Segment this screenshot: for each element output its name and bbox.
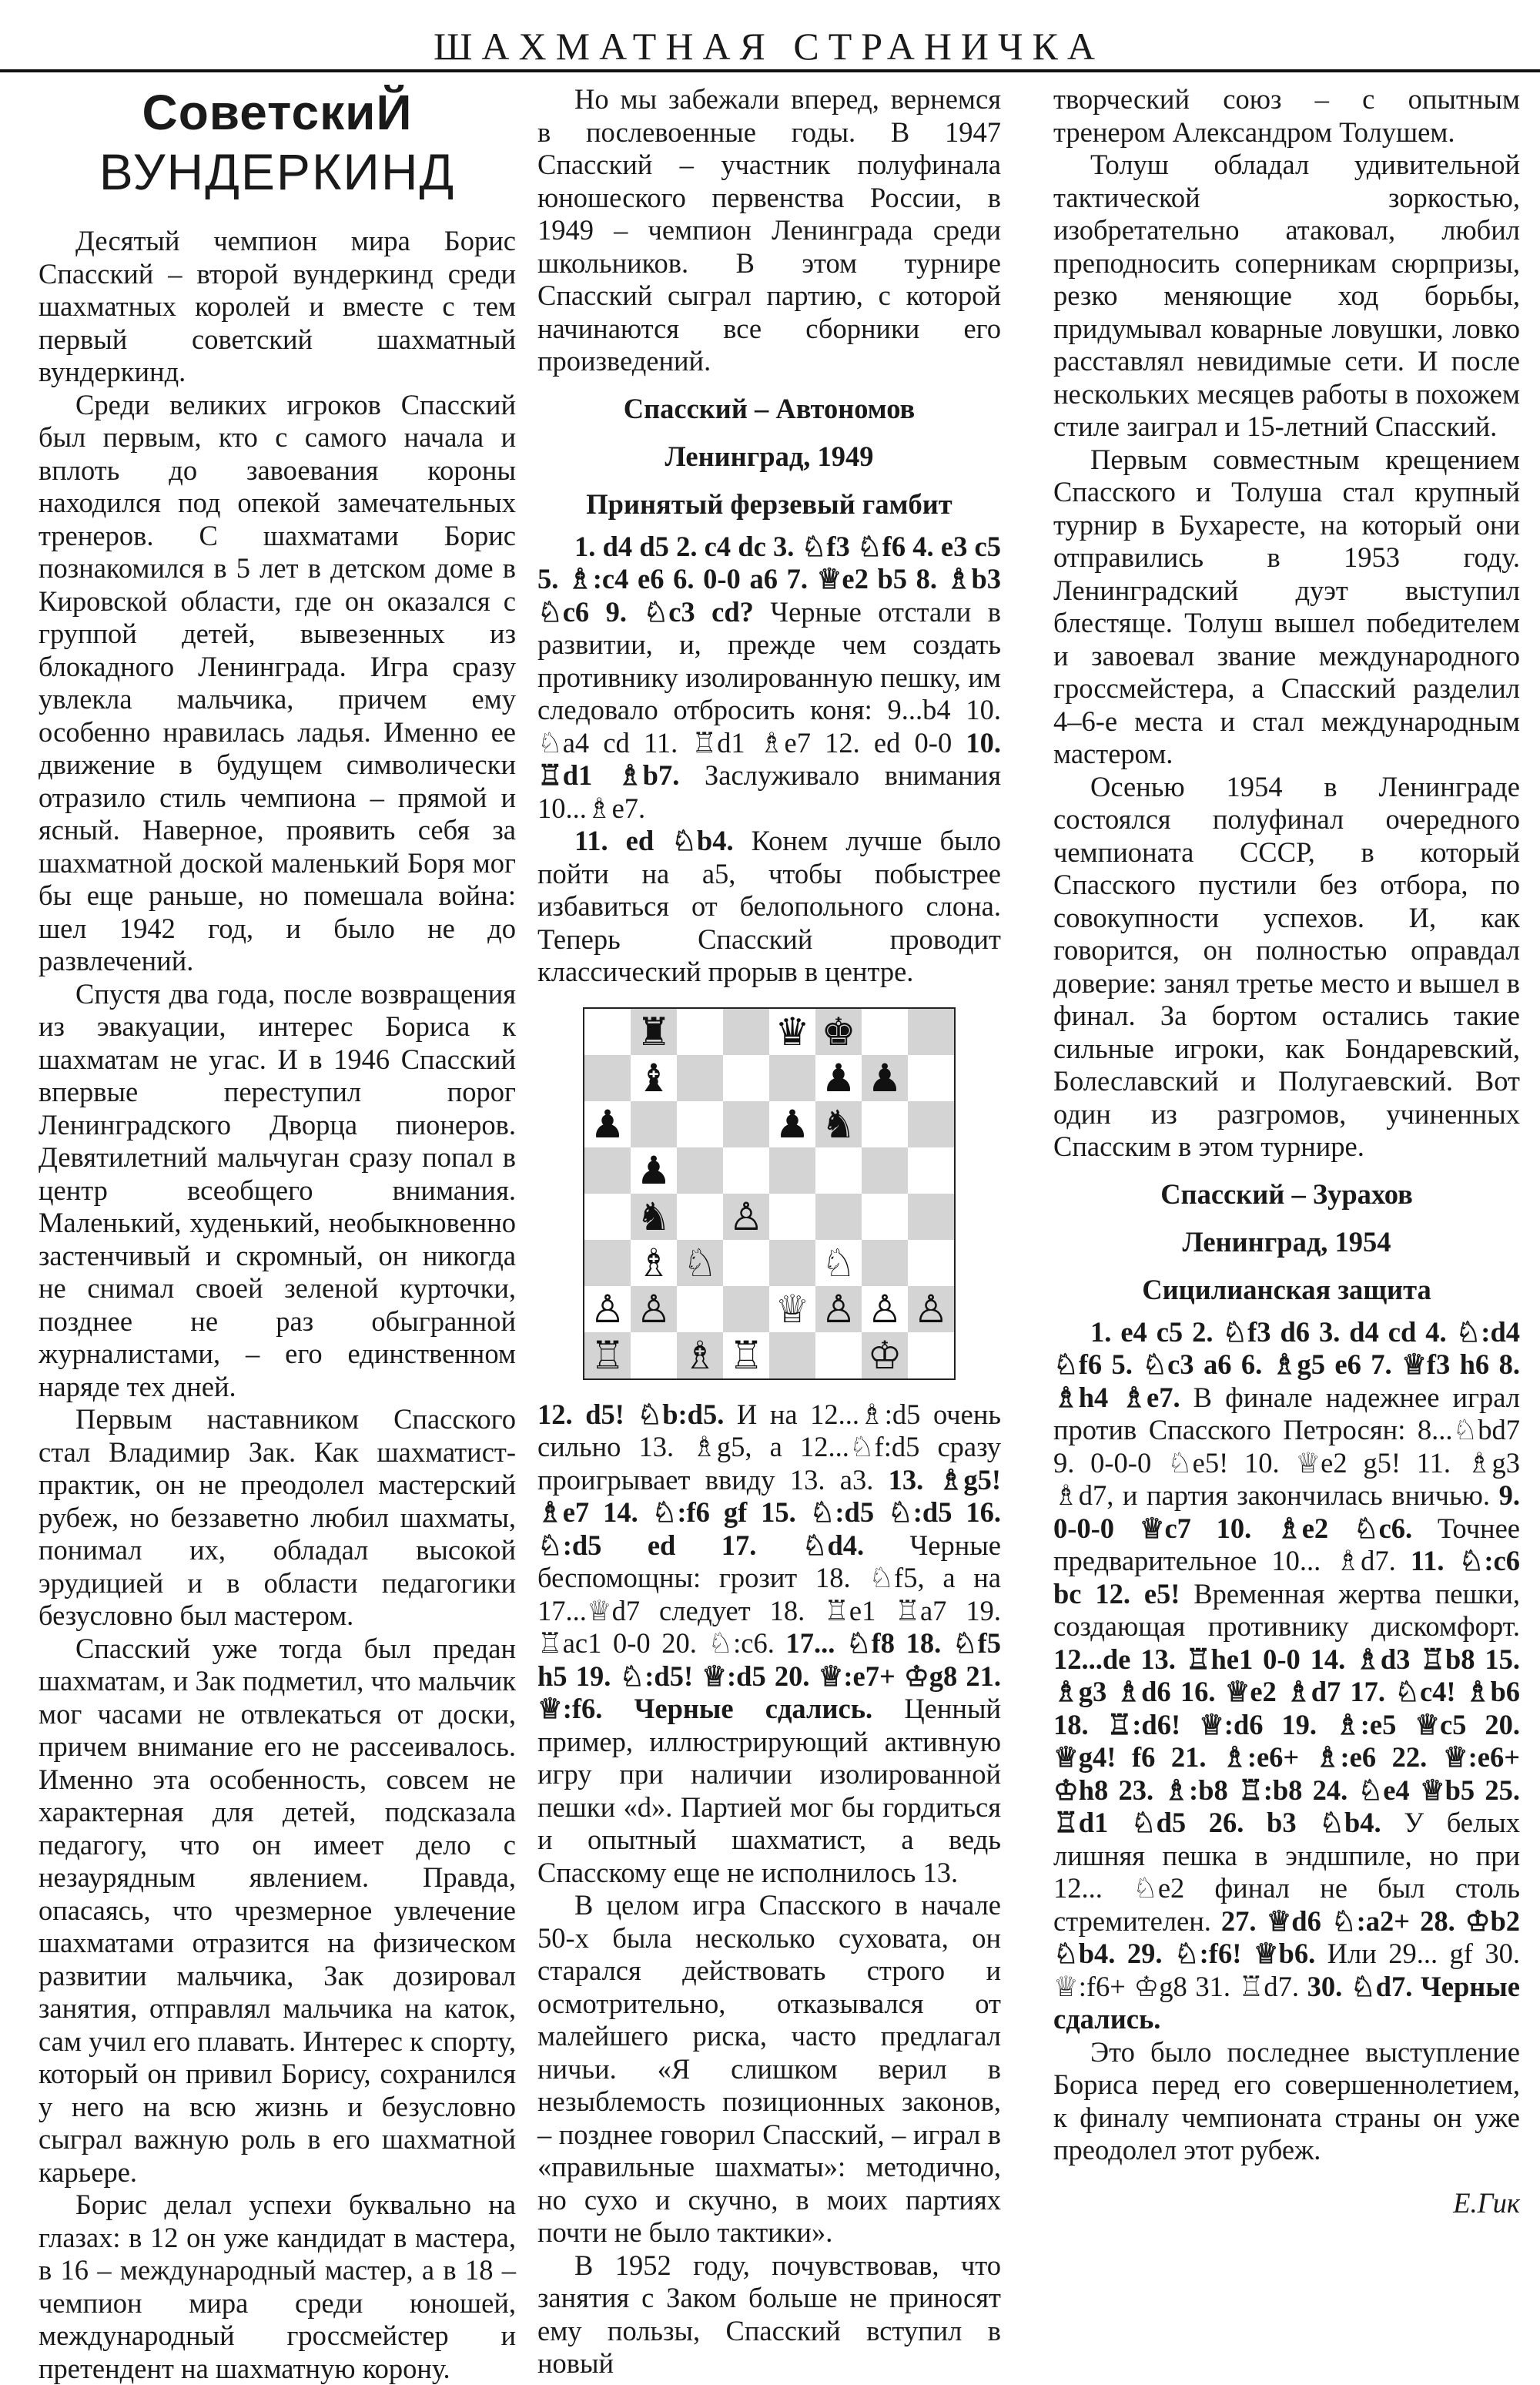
chess-diagram [583, 1007, 956, 1380]
moves: 12...de 13. ♖he1 0-0 14. ♗d3 ♖b8 15. ♗g3 ♗d6 16. ♕e2 ♗d7 17. ♘c4! ♗b6 18. ♖:d6! ♕:d6 19. ♗:e5 ♕c5 20. ♕g4! f6 21. ♗:e6+ ♗:e6 22. ♕:e6+ ♔h8 23. ♗:b8 ♖:b8 24. ♘e4 ♕b5 25. ♖d1 ♘d5 26. b3 ♘b4. [1053, 1643, 1520, 1838]
header-rule [0, 69, 1540, 72]
board-square [769, 1055, 815, 1101]
board-square [862, 1101, 908, 1147]
moves: 30. ♘d7. Черные сдались. [1053, 1970, 1520, 2035]
board-square [815, 1332, 862, 1378]
board-square [862, 1194, 908, 1240]
game2-players: Спасский – Зурахов [1160, 1177, 1413, 1210]
comment: Черные отстали в развитии, и, прежде чем создать противнику изолированную пешку, им следовало отбросить коня: 9...b4 10. ♘a4 cd 11. ♖d1 ♗e7 12. ed 0-0 [537, 595, 1001, 759]
black-king-icon: ♚ [821, 1009, 856, 1054]
board-square [769, 1240, 815, 1286]
comment: У белых лишняя пешка в эндшпиле, но при 12... ♘e2 финал не был столь стремителен. [1053, 1807, 1520, 1937]
white-rook-icon: ♖ [590, 1332, 625, 1378]
board-square [723, 1147, 769, 1194]
board-square [862, 1240, 908, 1286]
comment: Ценный пример, иллюстрирующий активную игру при наличии изолированной пешки «d». Партией мог бы гордиться и опытный шахматист, а ведь Спасскому еще не исполнилось 13. [537, 1693, 1001, 1888]
moves: 9. 0-0-0 ♕c7 10. ♗e2 ♘c6. [1053, 1479, 1520, 1544]
comment: Заслуживало внимания 10...♗e7. [537, 759, 1001, 824]
article-title-line-1: СоветскиЙ [142, 85, 413, 140]
game2-notation [1053, 1316, 1520, 2036]
board-square [769, 1147, 815, 1194]
paragraph: Спустя два года, после возвращения из эвакуации, интерес Бориса к шахматам не угас. И в 1946 Спасский впервые переступил порог Ленинградского Дворца пионеров. Девятилетний мальчуган сразу попал в центр всеобщего внимания. Маленький, худенький, необыкновенно застенчивый и скромный, он никогда не снимал своей зеленой курточки, позднее не раз обыгранной журналистами, – его единственном наряде тех дней. [38, 977, 516, 1402]
white-king-icon: ♔ [867, 1332, 902, 1378]
game2-place: Ленинград, 1954 [1182, 1225, 1391, 1258]
white-pawn-icon: ♙ [590, 1286, 625, 1332]
paragraph: Борис делал успехи буквально на глазах: в 12 он уже кандидат в мастера, в 16 – международный мастер, а в 18 – чемпион мира среди юношей, международный гроссмейстер и претендент на шахматную корону. [38, 2189, 516, 2384]
moves: 1. e4 c5 2. ♘f3 d6 3. d4 cd 4. ♘:d4 ♘f6 5. ♘c3 a6 6. ♗g5 e6 7. ♕f3 h6 8. ♗h4 ♗e7. [1053, 1315, 1520, 1413]
game1-place: Ленинград, 1949 [665, 440, 874, 472]
game2-opening: Сицилианская защита [1142, 1273, 1431, 1305]
board-square [908, 1009, 954, 1055]
board-square [862, 1147, 908, 1194]
black-queen-icon: ♛ [775, 1009, 810, 1054]
board-square [677, 1101, 723, 1147]
white-knight-icon: ♘ [821, 1240, 856, 1285]
game1-notation [537, 825, 1001, 989]
white-pawn-icon: ♙ [821, 1286, 856, 1332]
white-knight-icon: ♘ [682, 1240, 718, 1285]
board-square [908, 1194, 954, 1240]
chess-board [584, 1009, 954, 1378]
board-square [769, 1332, 815, 1378]
paragraph: В 1952 году, почувствовав, что занятия с Заком больше не приносят ему пользы, Спасский вступил в новый [537, 2249, 1001, 2379]
comment: Конем лучше было пойти на а5, чтобы побыстрее избавиться от белопольного слона. Теперь Спасский проводит классический прорыв в центре. [537, 825, 1002, 987]
paragraph: Спасский уже тогда был предан шахматам, и Зак подметил, что мальчик мог часами не отвлекаться от доски, причем внимание его не рассеивалось. Именно эта особенность, совсем не характерная для детей, подсказала педагогу, что он имеет дело с незаурядным явлением. Правда, опасаясь, что чрезмерное увлечение шахматами отразится на физическом развитии мальчика, Зак дозировал занятия, отправлял мальчика на каток, сам учил его плавать. Интерес к спорту, который он привил Борису, сохранился у него на всю жизнь и безусловно сыграл важную роль в его шахматной карьере. [38, 1632, 516, 2188]
board-square [908, 1147, 954, 1194]
board-square [723, 1240, 769, 1286]
board-square [584, 1194, 631, 1240]
moves: 17... ♘f8 18. ♘f5 h5 19. ♘:d5! ♕:d5 20. ♕:e7+ ♔g8 21. ♕:f6. Черные сдались. [537, 1627, 1001, 1724]
author-signature: Е.Гик [1453, 2186, 1520, 2219]
board-square [677, 1194, 723, 1240]
moves: 13. ♗g5! ♗e7 14. ♘:f6 gf 15. ♘:d5 ♘:d5 16. ♘:d5 ed 17. ♘d4. [537, 1463, 1001, 1561]
column-3 [1053, 83, 1520, 2219]
black-knight-icon: ♞ [821, 1101, 856, 1147]
moves: 12. d5! ♘b:d5. [537, 1398, 725, 1430]
paragraph: Это было последнее выступление Бориса перед его совершеннолетием, к финалу чемпионата страны он уже преодолел этот рубеж. [1053, 2035, 1520, 2166]
board-square [584, 1055, 631, 1101]
section-title: ШАХМАТНАЯ СТРАНИЧКА [433, 25, 1104, 68]
moves: 10. ♖d1 ♗b7. [537, 726, 1001, 791]
board-square [769, 1194, 815, 1240]
board-square [908, 1055, 954, 1101]
board-square [815, 1147, 862, 1194]
board-square [677, 1147, 723, 1194]
black-pawn-icon: ♟ [636, 1147, 671, 1193]
paragraph: Первым наставником Спасского стал Владимир Зак. Как шахматист-практик, он не преодолел мастерский рубеж, но беззаветно любил шахматы, понимал их, обладал высокой эрудицией и в области педагогики безусловно был мастером. [38, 1403, 516, 1631]
paragraph: Толуш обладал удивительной тактической зоркостью, изобретательно атаковал, любил преподносить соперникам сюрпризы, резко меняющие ход борьбы, придумывал коварные ловушки, ловко расставлял невидимые сети. И после нескольких месяцев работы в похожем стиле заиграл и 15-летний Спасский. [1053, 149, 1520, 442]
board-square [862, 1009, 908, 1055]
comment: Точнее предварительное 10... ♗d7. [1053, 1512, 1520, 1576]
board-square [815, 1194, 862, 1240]
article-title [38, 83, 516, 202]
black-pawn-icon: ♟ [821, 1055, 856, 1100]
white-pawn-icon: ♙ [867, 1286, 902, 1332]
white-pawn-icon: ♙ [636, 1286, 671, 1332]
board-square [631, 1332, 677, 1378]
board-square [677, 1009, 723, 1055]
game1-players: Спасский – Автономов [623, 392, 916, 424]
comment: Или 29... gf 30. ♕:f6+ ♔g8 31. ♖d7. [1053, 1938, 1521, 2002]
board-square [584, 1147, 631, 1194]
black-pawn-icon: ♟ [590, 1101, 625, 1147]
board-square [723, 1286, 769, 1332]
moves: 1. d4 d5 2. c4 dc 3. ♘f3 ♘f6 4. e3 c5 5. ♗:c4 e6 6. 0-0 a6 7. ♕e2 b5 8. ♗b3 ♘c6 9. ♘c3 cd? [537, 530, 1001, 628]
comment: В финале надежнее играл против Спасского Петросян: 8...♘bd7 9. 0-0-0 ♘e5! 10. ♕e2 g5! 11. ♗g3 ♗d7, и партия закончилась вничью. [1053, 1381, 1520, 1511]
white-pawn-icon: ♙ [728, 1194, 764, 1239]
black-pawn-icon: ♟ [775, 1101, 810, 1147]
board-square [723, 1009, 769, 1055]
comment: Временная жертва пешки, создающая противнику дискомфорт. [1053, 1577, 1520, 1642]
game1-notation [537, 531, 1001, 826]
black-bishop-icon: ♝ [636, 1055, 671, 1100]
board-square [677, 1055, 723, 1101]
paragraph: Десятый чемпион мира Борис Спасский – второй вундеркинд среди шахматных королей и вместе с тем первый советский шахматный вундеркинд. [38, 225, 516, 387]
black-rook-icon: ♜ [636, 1009, 671, 1054]
column-1 [38, 83, 516, 2385]
white-pawn-icon: ♙ [913, 1286, 949, 1332]
board-square [908, 1332, 954, 1378]
comment: И на 12...♗:d5 очень сильно 13. ♗g5, а 12...♘f:d5 сразу проигрывает ввиду 13. а3. [537, 1398, 1001, 1496]
board-square [908, 1240, 954, 1286]
board-square [631, 1101, 677, 1147]
board-square [584, 1240, 631, 1286]
board-square [723, 1101, 769, 1147]
black-knight-icon: ♞ [636, 1194, 671, 1239]
white-bishop-icon: ♗ [636, 1240, 671, 1285]
moves: 27. ♕d6 ♘:a2+ 28. ♔b2 ♘b4. 29. ♘:f6! ♕b6. [1053, 1904, 1520, 1969]
black-pawn-icon: ♟ [867, 1055, 902, 1100]
game1-opening: Принятый ферзевый гамбит [586, 487, 952, 520]
moves: 11. ♘:c6 bc 12. e5! [1053, 1545, 1520, 1610]
white-queen-icon: ♕ [775, 1286, 810, 1332]
article-title-line-2: ВУНДЕРКИНД [99, 143, 456, 200]
board-square [677, 1286, 723, 1332]
moves: 11. ed ♘b4. [574, 825, 734, 856]
paragraph: В целом игра Спасского в начале 50-х была несколько суховата, он старался действовать строго и осмотрительно, отказывался от малейшего риска, часто предлагал ничьи. «Я слишком верил в незыблемость позиционных законов, – позднее говорил Спасский, – играл в «правильные шахматы»: методично, но сухо и скучно, в моих партиях почти не было тактики». [537, 1889, 1001, 2248]
white-bishop-icon: ♗ [682, 1332, 718, 1378]
board-square [723, 1055, 769, 1101]
paragraph: Но мы забежали вперед, вернемся в послевоенные годы. В 1947 Спасский – участник полуфинала юношеского первенства России, в 1949 – чемпион Ленинграда среди школьников. В этом турнире Спасский сыграл партию, с которой начинаются все сборники его произведений. [537, 83, 1001, 377]
game1-notation [537, 1399, 1001, 1890]
board-square [584, 1009, 631, 1055]
page-header [0, 0, 1540, 75]
paragraph: Первым совместным крещением Спасского и Толуша стал крупный турнир в Бухаресте, на который они отправились в 1953 году. Ленинградский дуэт выступил блестяще. Толуш вышел победителем и завоевал звание международного гроссмейстера, а Спасский разделил 4–6-е места и стал международным мастером. [1053, 443, 1520, 769]
paragraph: Осенью 1954 в Ленинграде состоялся полуфинал очередного чемпионата СССР, в который Спасского пустили без отбора, по совокупности успехов. И, как говорится, он полностью оправдал доверие: занял третье место и вышел в финал. За бортом остались такие сильные игроки, как Бондаревский, Болеславский и Полугаевский. Вот один из разгромов, учиненных Спасским в этом турнире. [1053, 770, 1520, 1162]
comment: Черные беспомощны: грозит 18. ♘f5, а на 17...♕d7 следует 18. ♖e1 ♖a7 19. ♖ac1 0-0 20. ♘:c6. [537, 1529, 1001, 1659]
column-2 [537, 83, 1001, 2380]
paragraph: Среди великих игроков Спасский был первым, кто с самого начала и вплоть до завоевания короны находился под опекой замечательных тренеров. С шахматами Борис познакомился в 5 лет в детском доме в Кировской области, где он оказался с группой детей, вывезенных из блокадного Ленинграда. Игра сразу увлекла мальчика, причем ему особенно нравилась ладья. Именно ее движение в будущем символически отразило стиль чемпиона – прямой и ясный. Наверное, проявить себя за шахматной доской маленький Боря мог бы еще раньше, но помешала война: шел 1942 год, и было не до развлечений. [38, 388, 516, 976]
paragraph: творческий союз – с опытным тренером Александром Толушем. [1053, 83, 1520, 148]
white-rook-icon: ♖ [728, 1332, 764, 1378]
board-square [908, 1101, 954, 1147]
